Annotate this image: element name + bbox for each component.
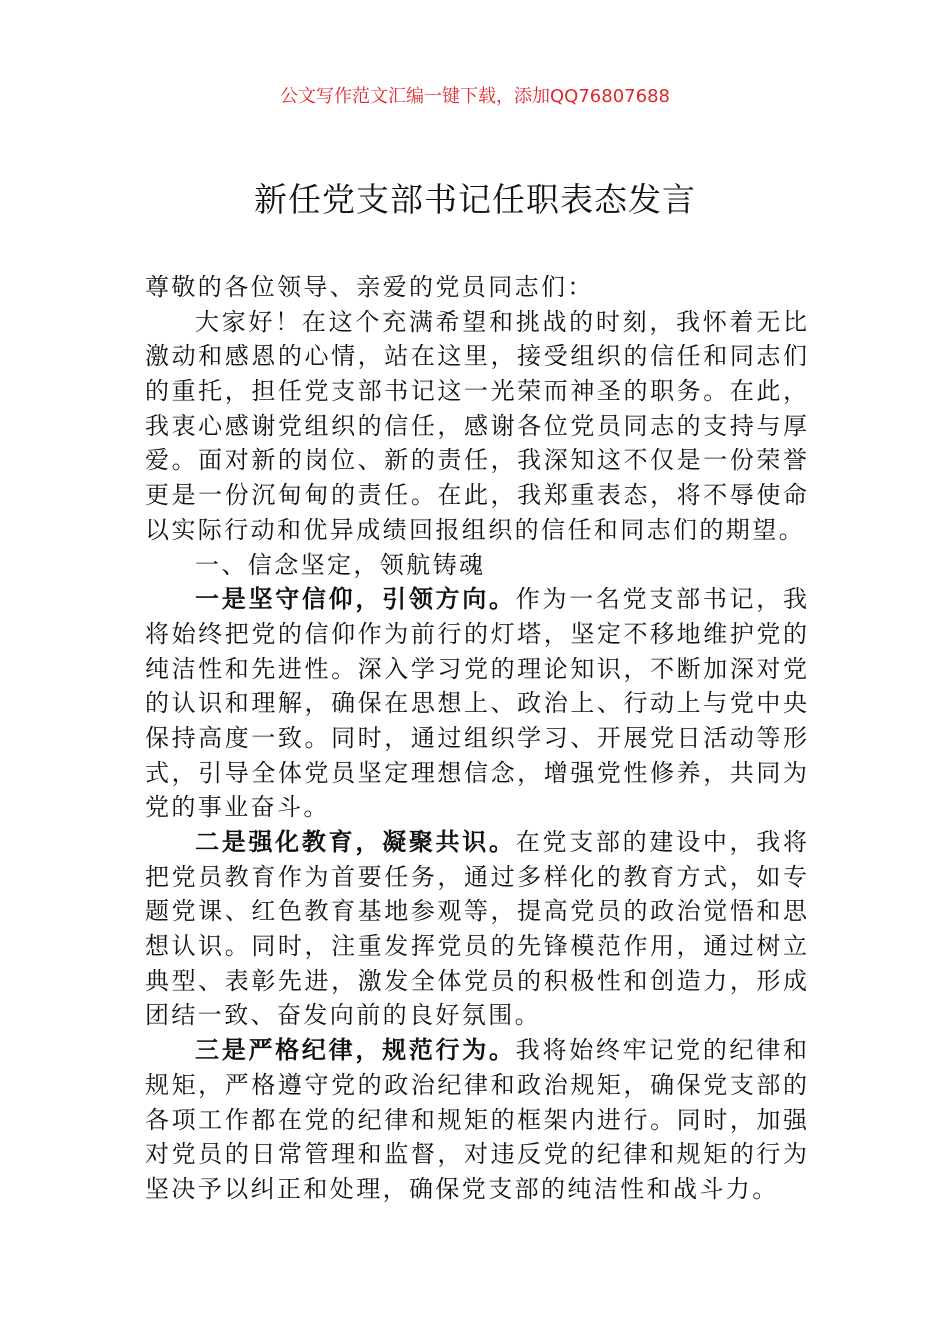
text-line — [145, 756, 807, 791]
text-line — [145, 582, 807, 617]
line-text: 规矩，严格遵守党的政治纪律和政治规矩，确保党支部的 — [145, 1070, 807, 1099]
text-line — [145, 1068, 807, 1103]
text-line — [145, 929, 807, 964]
line-text: 大家好！在这个充满希望和挑战的时刻，我怀着无比 — [195, 307, 807, 336]
line-text: 更是一份沉甸甸的责任。在此，我郑重表态，将不辱使命 — [145, 481, 807, 510]
line-text: 各项工作都在党的纪律和规矩的框架内进行。同时，加强 — [145, 1105, 807, 1134]
text-line — [145, 652, 807, 687]
line-text: 纯洁性和先进性。深入学习党的理论知识，不断加深对党 — [145, 654, 807, 683]
text-line — [145, 998, 807, 1033]
line-text: 党的事业奋斗。 — [145, 793, 330, 822]
text-line — [145, 790, 807, 825]
text-line — [145, 1103, 807, 1138]
line-text: 爱。面对新的岗位、新的责任，我深知这不仅是一份荣誉 — [145, 446, 807, 475]
text-line — [145, 686, 807, 721]
watermark-header: 公文写作范文汇编一键下载，添加QQ76807688 — [280, 86, 670, 107]
line-text: 典型、表彰先进，激发全体党员的积极性和创造力，形成 — [145, 966, 807, 995]
bold-lead-in: 二是强化教育，凝聚共识。 — [195, 828, 516, 856]
line-text: 激动和感恩的心情，站在这里，接受组织的信任和同志们 — [145, 342, 807, 371]
line-text: 我衷心感谢党组织的信任，感谢各位党员同志的支持与厚 — [145, 411, 807, 440]
text-line — [145, 513, 807, 548]
text-line — [145, 374, 807, 409]
text-line — [145, 409, 807, 444]
bold-lead-in: 三是严格纪律，规范行为。 — [195, 1036, 516, 1065]
document-title: 新任党支部书记任职表态发言 — [254, 180, 696, 219]
text-line — [145, 825, 807, 860]
line-text: 保持高度一致。同时，通过组织学习、开展党日活动等形 — [145, 723, 807, 752]
text-line — [145, 860, 807, 895]
line-text: 想认识。同时，注重发挥党员的先锋模范作用，通过树立 — [145, 932, 807, 961]
line-text: 以实际行动和优异成绩回报组织的信任和同志们的期望。 — [145, 515, 805, 544]
text-line — [145, 305, 807, 340]
text-line — [145, 894, 807, 929]
line-text: 将始终把党的信仰作为前行的灯塔，坚定不移地维护党的 — [145, 619, 807, 648]
text-line — [145, 548, 807, 583]
line-text: 对党员的日常管理和监督，对违反党的纪律和规矩的行为 — [145, 1140, 807, 1169]
line-text: 的重托，担任党支部书记这一光荣而神圣的职务。在此， — [145, 377, 807, 406]
text-line — [145, 478, 807, 513]
line-text: 作为一名党支部书记，我 — [515, 585, 808, 614]
text-line — [145, 964, 807, 999]
line-text: 在党支部的建设中，我将 — [515, 828, 808, 856]
line-text: 的认识和理解，确保在思想上、政治上、行动上与党中央 — [145, 689, 807, 718]
text-line — [145, 339, 807, 374]
text-line — [145, 617, 807, 652]
line-text: 题党课、红色教育基地参观等，提高党员的政治觉悟和思 — [145, 897, 807, 926]
bold-lead-in: 一是坚守信仰，引领方向。 — [195, 585, 516, 614]
line-text: 团结一致、奋发向前的良好氛围。 — [145, 1001, 541, 1030]
line-text: 坚决予以纠正和处理，确保党支部的纯洁性和战斗力。 — [145, 1174, 779, 1203]
text-line — [145, 443, 807, 478]
text-line — [145, 1033, 807, 1068]
text-line — [145, 1137, 807, 1172]
line-text: 把党员教育作为首要任务，通过多样化的教育方式，如专 — [145, 862, 807, 891]
text-line — [145, 721, 807, 756]
document-body — [145, 270, 807, 1207]
line-text: 尊敬的各位领导、亲爱的党员同志们： — [145, 273, 594, 301]
text-line — [145, 1172, 807, 1207]
text-line — [145, 270, 807, 305]
line-text: 式，引导全体党员坚定理想信念，增强党性修养，共同为 — [145, 758, 807, 787]
line-text: 我将始终牢记党的纪律和 — [515, 1036, 808, 1065]
line-text: 一、信念坚定，领航铸魂 — [195, 550, 486, 579]
